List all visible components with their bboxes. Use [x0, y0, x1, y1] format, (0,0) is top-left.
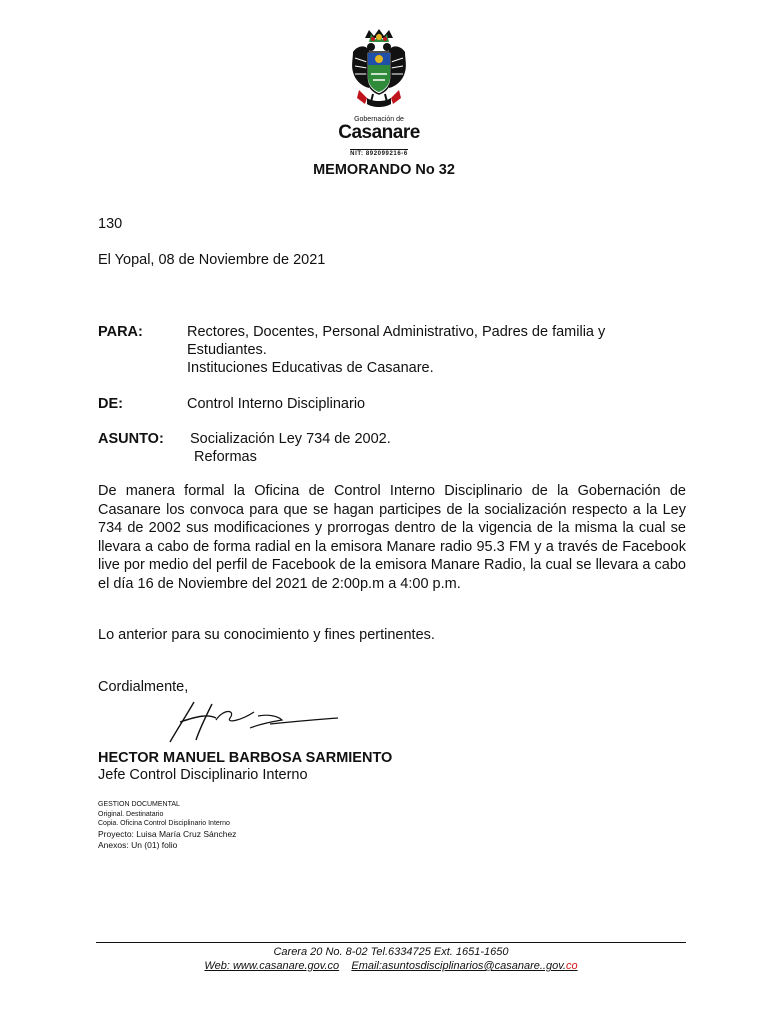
para-label: PARA: — [98, 324, 143, 340]
logo-nit-text: NIT: 892099216-6 — [350, 151, 408, 157]
closing-line: Lo anterior para su conocimiento y fines pertinentes. — [98, 627, 435, 643]
de-value: Control Interno Disciplinario — [187, 396, 366, 412]
footer-divider — [96, 942, 686, 943]
de-label: DE: — [98, 396, 123, 412]
casanare-logo — [336, 28, 422, 160]
footer-email-main: Email:asuntosdisciplinarios@casanare..gov. — [351, 960, 566, 972]
doc-management-annexes: Anexos: Un (01) folio — [98, 840, 178, 850]
reference-number: 130 — [98, 216, 123, 232]
para-line-1: Rectores, Docentes, Personal Administrativo, Padres de familia y — [187, 324, 606, 340]
body-paragraph: De manera formal la Oficina de Control Interno Disciplinario de la Gobernación de Casanare los convoca para que se hagan participes de la socialización respecto a la Ley 734 de 2002 sus modificaciones y prorrogas dentro de la vigencia de la misma la cual se llevara a cabo de forma radial en la emisora Manare radio 95.3 FM y a través de Facebook live por medio del perfil de Facebook de la emisora Manare Radio, la cual se llevara a cabo el día 16 de Noviembre del 2021 de 2:00p.m a 4:00 p.m. — [98, 483, 686, 592]
handwritten-signature — [150, 698, 350, 748]
doc-management-original: Original. Destinatario — [98, 811, 164, 818]
para-line-2: Estudiantes. — [187, 342, 267, 358]
signer-title: Jefe Control Disciplinario Interno — [98, 767, 308, 783]
place-date: El Yopal, 08 de Noviembre de 2021 — [98, 252, 326, 268]
salutation: Cordialmente, — [98, 679, 189, 695]
para-line-3: Instituciones Educativas de Casanare. — [187, 360, 434, 376]
doc-management-project: Proyecto: Luisa María Cruz Sánchez — [98, 829, 237, 839]
footer-email-tail: co — [565, 960, 578, 972]
logo-casanare-text: Casanare — [338, 122, 420, 143]
logo-gobernacion-text: Gobernación de — [354, 116, 404, 123]
doc-management-heading: GESTION DOCUMENTAL — [98, 801, 180, 808]
asunto-line-2: Reformas — [194, 449, 257, 465]
footer-address: Carera 20 No. 8-02 Tel.6334725 Ext. 1651-1650 — [273, 946, 509, 958]
coat-of-arms-icon — [347, 28, 411, 118]
footer-email-link[interactable] — [351, 960, 577, 972]
doc-management-copy: Copia. Oficina Control Disciplinario Interno — [98, 820, 230, 827]
asunto-label: ASUNTO: — [98, 431, 164, 447]
footer-contact — [96, 959, 686, 973]
memo-title: MEMORANDO No 32 — [313, 162, 455, 178]
signer-name: HECTOR MANUEL BARBOSA SARMIENTO — [98, 750, 393, 766]
footer-web-link[interactable]: Web: www.casanare.gov.co — [204, 960, 340, 972]
asunto-line-1: Socialización Ley 734 de 2002. — [190, 431, 391, 447]
